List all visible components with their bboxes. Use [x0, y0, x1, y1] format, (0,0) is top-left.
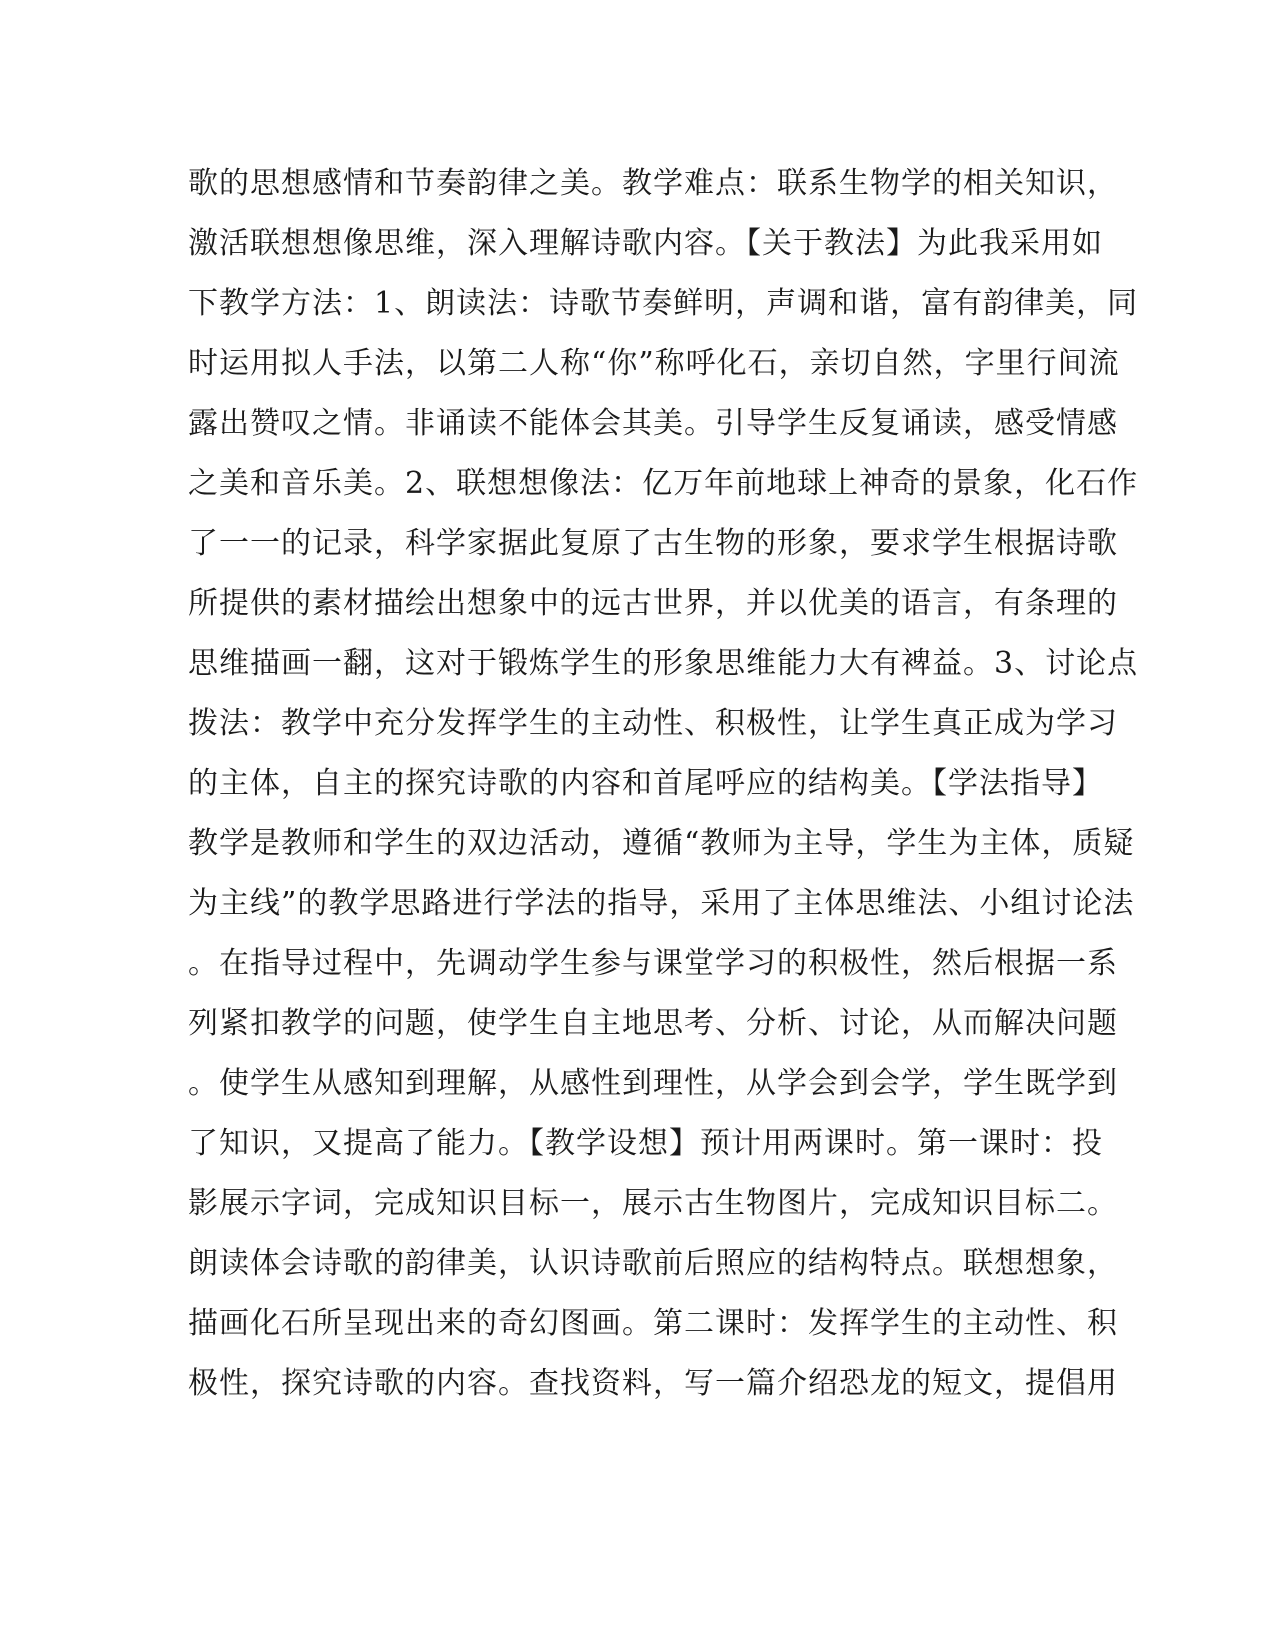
- text-line: 了知识，又提高了能力。【教学设想】预计用两课时。第一课时：投: [188, 1126, 1103, 1161]
- text-line: 歌的思想感情和节奏韵律之美。教学难点：联系生物学的相关知识，: [188, 166, 1118, 201]
- text-line: 描画化石所呈现出来的奇幻图画。第二课时：发挥学生的主动性、积: [188, 1306, 1118, 1341]
- text-line: 极性，探究诗歌的内容。查找资料，写一篇介绍恐龙的短文，提倡用: [188, 1366, 1118, 1401]
- text-line: 下教学方法：1、朗读法：诗歌节奏鲜明，声调和谐，富有韵律美，同: [188, 286, 1139, 321]
- text-line: 激活联想想像思维，深入理解诗歌内容。【关于教法】为此我采用如: [188, 226, 1103, 261]
- text-line: 拨法：教学中充分发挥学生的主动性、积极性，让学生真正成为学习: [188, 706, 1118, 741]
- text-line: 露出赞叹之情。非诵读不能体会其美。引导学生反复诵读，感受情感: [188, 406, 1118, 441]
- text-line: 为主线”的教学思路进行学法的指导，采用了主体思维法、小组讨论法: [188, 886, 1135, 921]
- text-line: 影展示字词，完成知识目标一，展示古生物图片，完成知识目标二。: [188, 1186, 1118, 1221]
- text-line: 的主体，自主的探究诗歌的内容和首尾呼应的结构美。【学法指导】: [188, 766, 1103, 801]
- text-line: 思维描画一翻，这对于锻炼学生的形象思维能力大有裨益。3、讨论点: [188, 646, 1139, 681]
- text-line: 时运用拟人手法，以第二人称“你”称呼化石，亲切自然，字里行间流: [188, 346, 1120, 381]
- text-line: 所提供的素材描绘出想象中的远古世界，并以优美的语言，有条理的: [188, 586, 1118, 621]
- text-line: 教学是教师和学生的双边活动，遵循“教师为主导，学生为主体，质疑: [188, 826, 1135, 861]
- text-line: 朗读体会诗歌的韵律美，认识诗歌前后照应的结构特点。联想想象，: [188, 1246, 1118, 1281]
- text-line: 之美和音乐美。2、联想想像法：亿万年前地球上神奇的景象，化石作: [188, 466, 1139, 501]
- text-line: 列紧扣教学的问题，使学生自主地思考、分析、讨论，从而解决问题: [188, 1006, 1118, 1041]
- text-line: 。使学生从感知到理解，从感性到理性，从学会到会学，学生既学到: [188, 1066, 1118, 1101]
- text-line: 了一一的记录，科学家据此复原了古生物的形象，要求学生根据诗歌: [188, 526, 1118, 561]
- text-line: 。在指导过程中，先调动学生参与课堂学习的积极性，然后根据一系: [188, 946, 1118, 981]
- body-text: [188, 154, 1139, 1414]
